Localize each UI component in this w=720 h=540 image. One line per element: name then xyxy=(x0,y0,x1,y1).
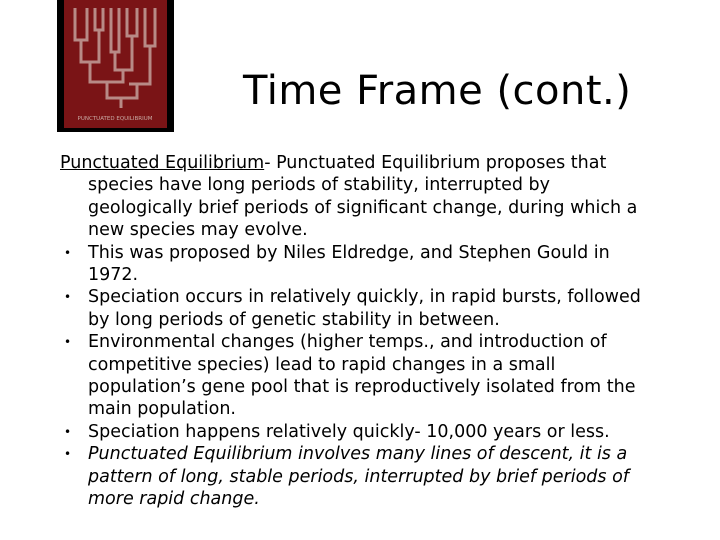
logo-caption: PUNCTUATED EQUILIBRIUM xyxy=(77,116,153,122)
bullet-text: Speciation occurs in relatively quickly, in rapid bursts, followed by long periods of genetic stability in between. xyxy=(88,287,641,330)
slide-body xyxy=(60,152,660,511)
bullet-item xyxy=(60,421,660,443)
intro-term: Punctuated Equilibrium xyxy=(60,153,265,173)
bullet-marker: • xyxy=(64,290,72,305)
bullet-item xyxy=(60,331,660,421)
slide-title: Time Frame (cont.) xyxy=(243,68,632,114)
bullet-list xyxy=(60,242,660,511)
punctuated-equilibrium-logo xyxy=(57,0,174,132)
bullet-text: Environmental changes (higher temps., and introduction of competitive species) lead to rapid changes in a small population’s gene pool that is reproductively isolated from the main population. xyxy=(88,332,636,420)
bullet-text: Speciation happens relatively quickly- 10,000 years or less. xyxy=(88,421,610,442)
bullet-item xyxy=(60,443,660,510)
bullet-marker: • xyxy=(64,447,72,462)
bullet-marker: • xyxy=(64,335,72,350)
bullet-text: Punctuated Equilibrium involves many lines of descent, it is a pattern of long, stable periods, interrupted by brief periods of more rapid change. xyxy=(88,444,629,510)
bullet-text: This was proposed by Niles Eldredge, and Stephen Gould in 1972. xyxy=(88,242,610,286)
bullet-item xyxy=(60,242,660,287)
bullet-marker: • xyxy=(64,424,72,439)
phylogeny-tree-icon xyxy=(57,0,174,132)
intro-text: - Punctuated Equilibrium proposes that species have long periods of stability, interrupted by geologically brief periods of significant change, during which a new species may evolve. xyxy=(88,153,638,241)
intro-paragraph xyxy=(60,152,660,242)
bullet-marker: • xyxy=(64,245,72,260)
bullet-item xyxy=(60,286,660,331)
